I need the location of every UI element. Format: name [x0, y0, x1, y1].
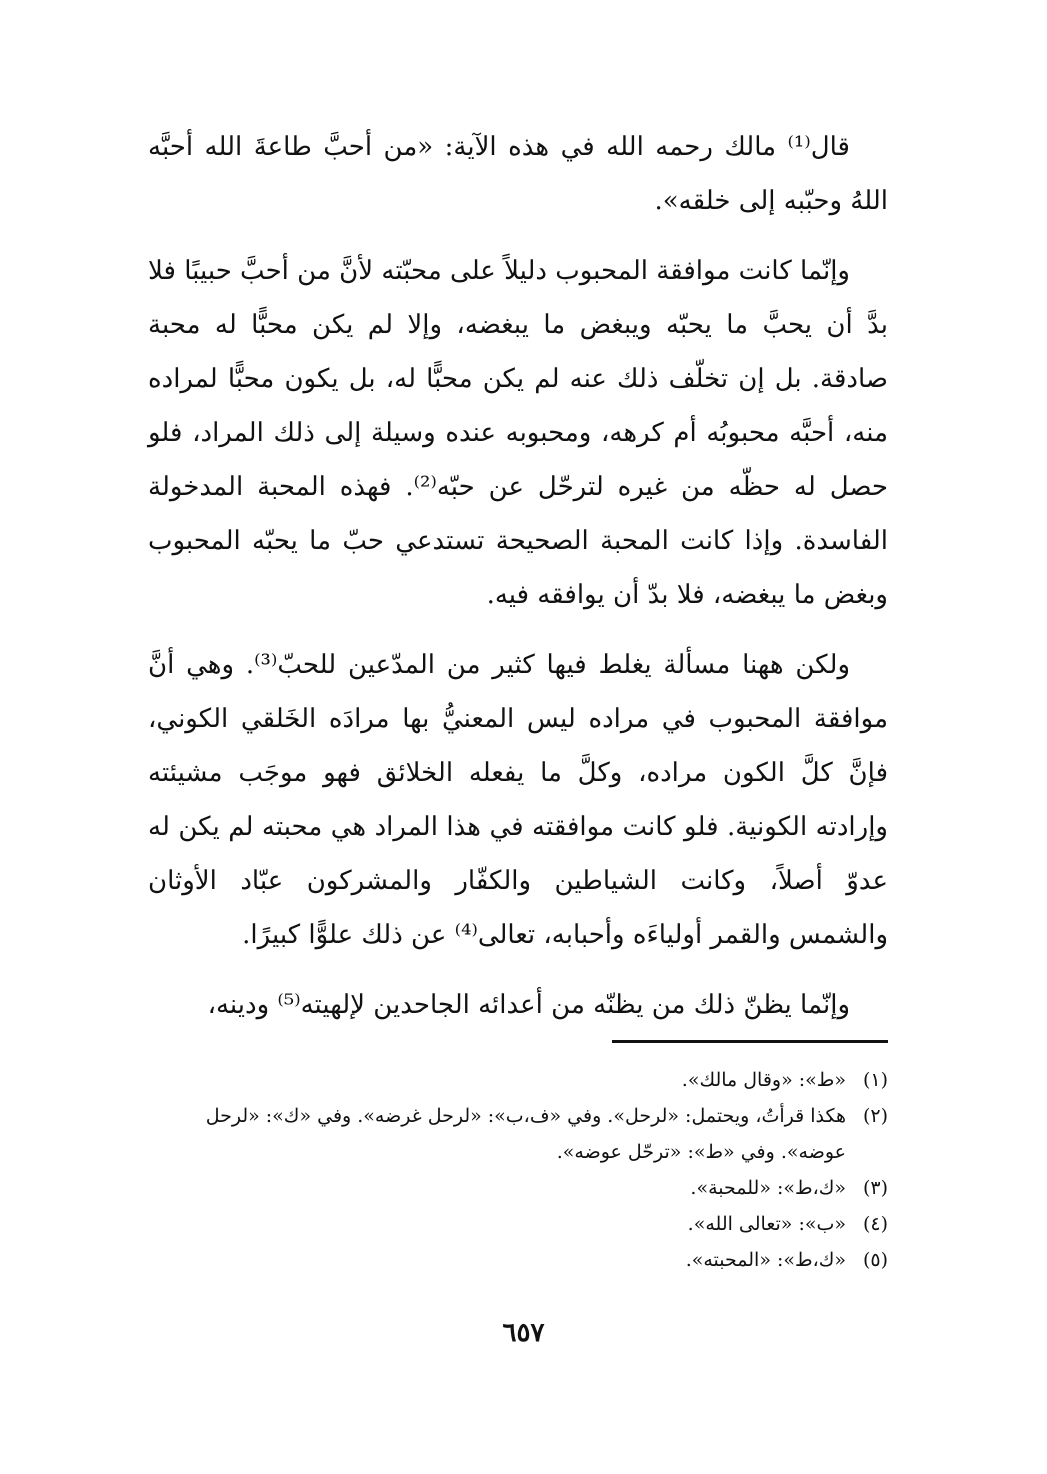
footnote-text: هكذا قرأتُ، ويحتمل: «لرحل». وفي «ف،ب»: «لرحل غرضه». وفي «ك»: «لرحل عوضه». وفي «ط»: «ترحّل عوضه». — [205, 1105, 846, 1163]
main-text — [148, 120, 888, 1048]
footnote-item — [148, 1242, 888, 1278]
footnote-item — [148, 1206, 888, 1242]
footnote-number: (٢) — [862, 1105, 888, 1127]
paragraph-3: ولكن ههنا مسألة يغلط فيها كثير من المدّعين للحبّ⁽³⁾. وهي أنَّ موافقة المحبوب في مراده ليس المعنيُّ بها مرادَه الخَلقي الكوني، فإنَّ كلَّ الكون مراده، وكلَّ ما يفعله الخلائق فهو موجَب مشيئته وإرادته الكونية. فلو كانت موافقته في هذا المراد هي محبته لم يكن له عدوّ أصلاً، وكانت الشياطين والكفّار والمشركون عبّاد الأوثان والشمس والقمر أولياءَه وأحبابه، تعالى⁽⁴⁾ عن ذلك علوًّا كبيرًا. — [148, 650, 888, 950]
footnote-separator — [612, 1040, 888, 1043]
footnote-item — [148, 1098, 888, 1170]
footnote-number: (٥) — [862, 1249, 888, 1271]
paragraph-1: قال⁽¹⁾ مالك رحمه الله في هذه الآية: «من أحبَّ طاعةَ الله أحبَّه اللهُ وحبّبه إلى خلقه». — [148, 132, 888, 216]
footnote-text: «ك،ط»: «المحبته». — [685, 1249, 846, 1271]
footnote-text: «ك،ط»: «للمحبة». — [690, 1177, 846, 1199]
footnote-number: (٤) — [862, 1213, 888, 1235]
footnote-number: (٣) — [862, 1177, 888, 1199]
footnote-text: «ط»: «وقال مالك». — [681, 1069, 846, 1091]
footnotes — [148, 1062, 888, 1278]
footnote-item — [148, 1170, 888, 1206]
paragraph-4: وإنّما يظنّ ذلك من يظنّه من أعدائه الجاحدين لإلهيته⁽⁵⁾ ودينه، — [207, 990, 850, 1020]
footnote-item — [148, 1062, 888, 1098]
page-number: ٦٥٧ — [502, 1318, 545, 1348]
paragraph-2: وإنّما كانت موافقة المحبوب دليلاً على محبّته لأنَّ من أحبَّ حبيبًا فلا بدَّ أن يحبَّ ما يحبّه ويبغض ما يبغضه، وإلا لم يكن محبًّا له محبة صادقة. بل إن تخلّف ذلك عنه لم يكن محبًّا له، بل يكون محبًّا لمراده منه، أحبَّه محبوبُه أم كرهه، ومحبوبه عنده وسيلة إلى ذلك المراد، فلو حصل له حظّه من غيره لترحّل عن حبّه⁽²⁾. فهذه المحبة المدخولة الفاسدة. وإذا كانت المحبة الصحيحة تستدعي حبّ ما يحبّه المحبوب وبغض ما يبغضه، فلا بدّ أن يوافقه فيه. — [148, 256, 889, 610]
footnote-text: «ب»: «تعالى الله». — [687, 1213, 846, 1235]
footnote-number: (١) — [862, 1069, 888, 1091]
